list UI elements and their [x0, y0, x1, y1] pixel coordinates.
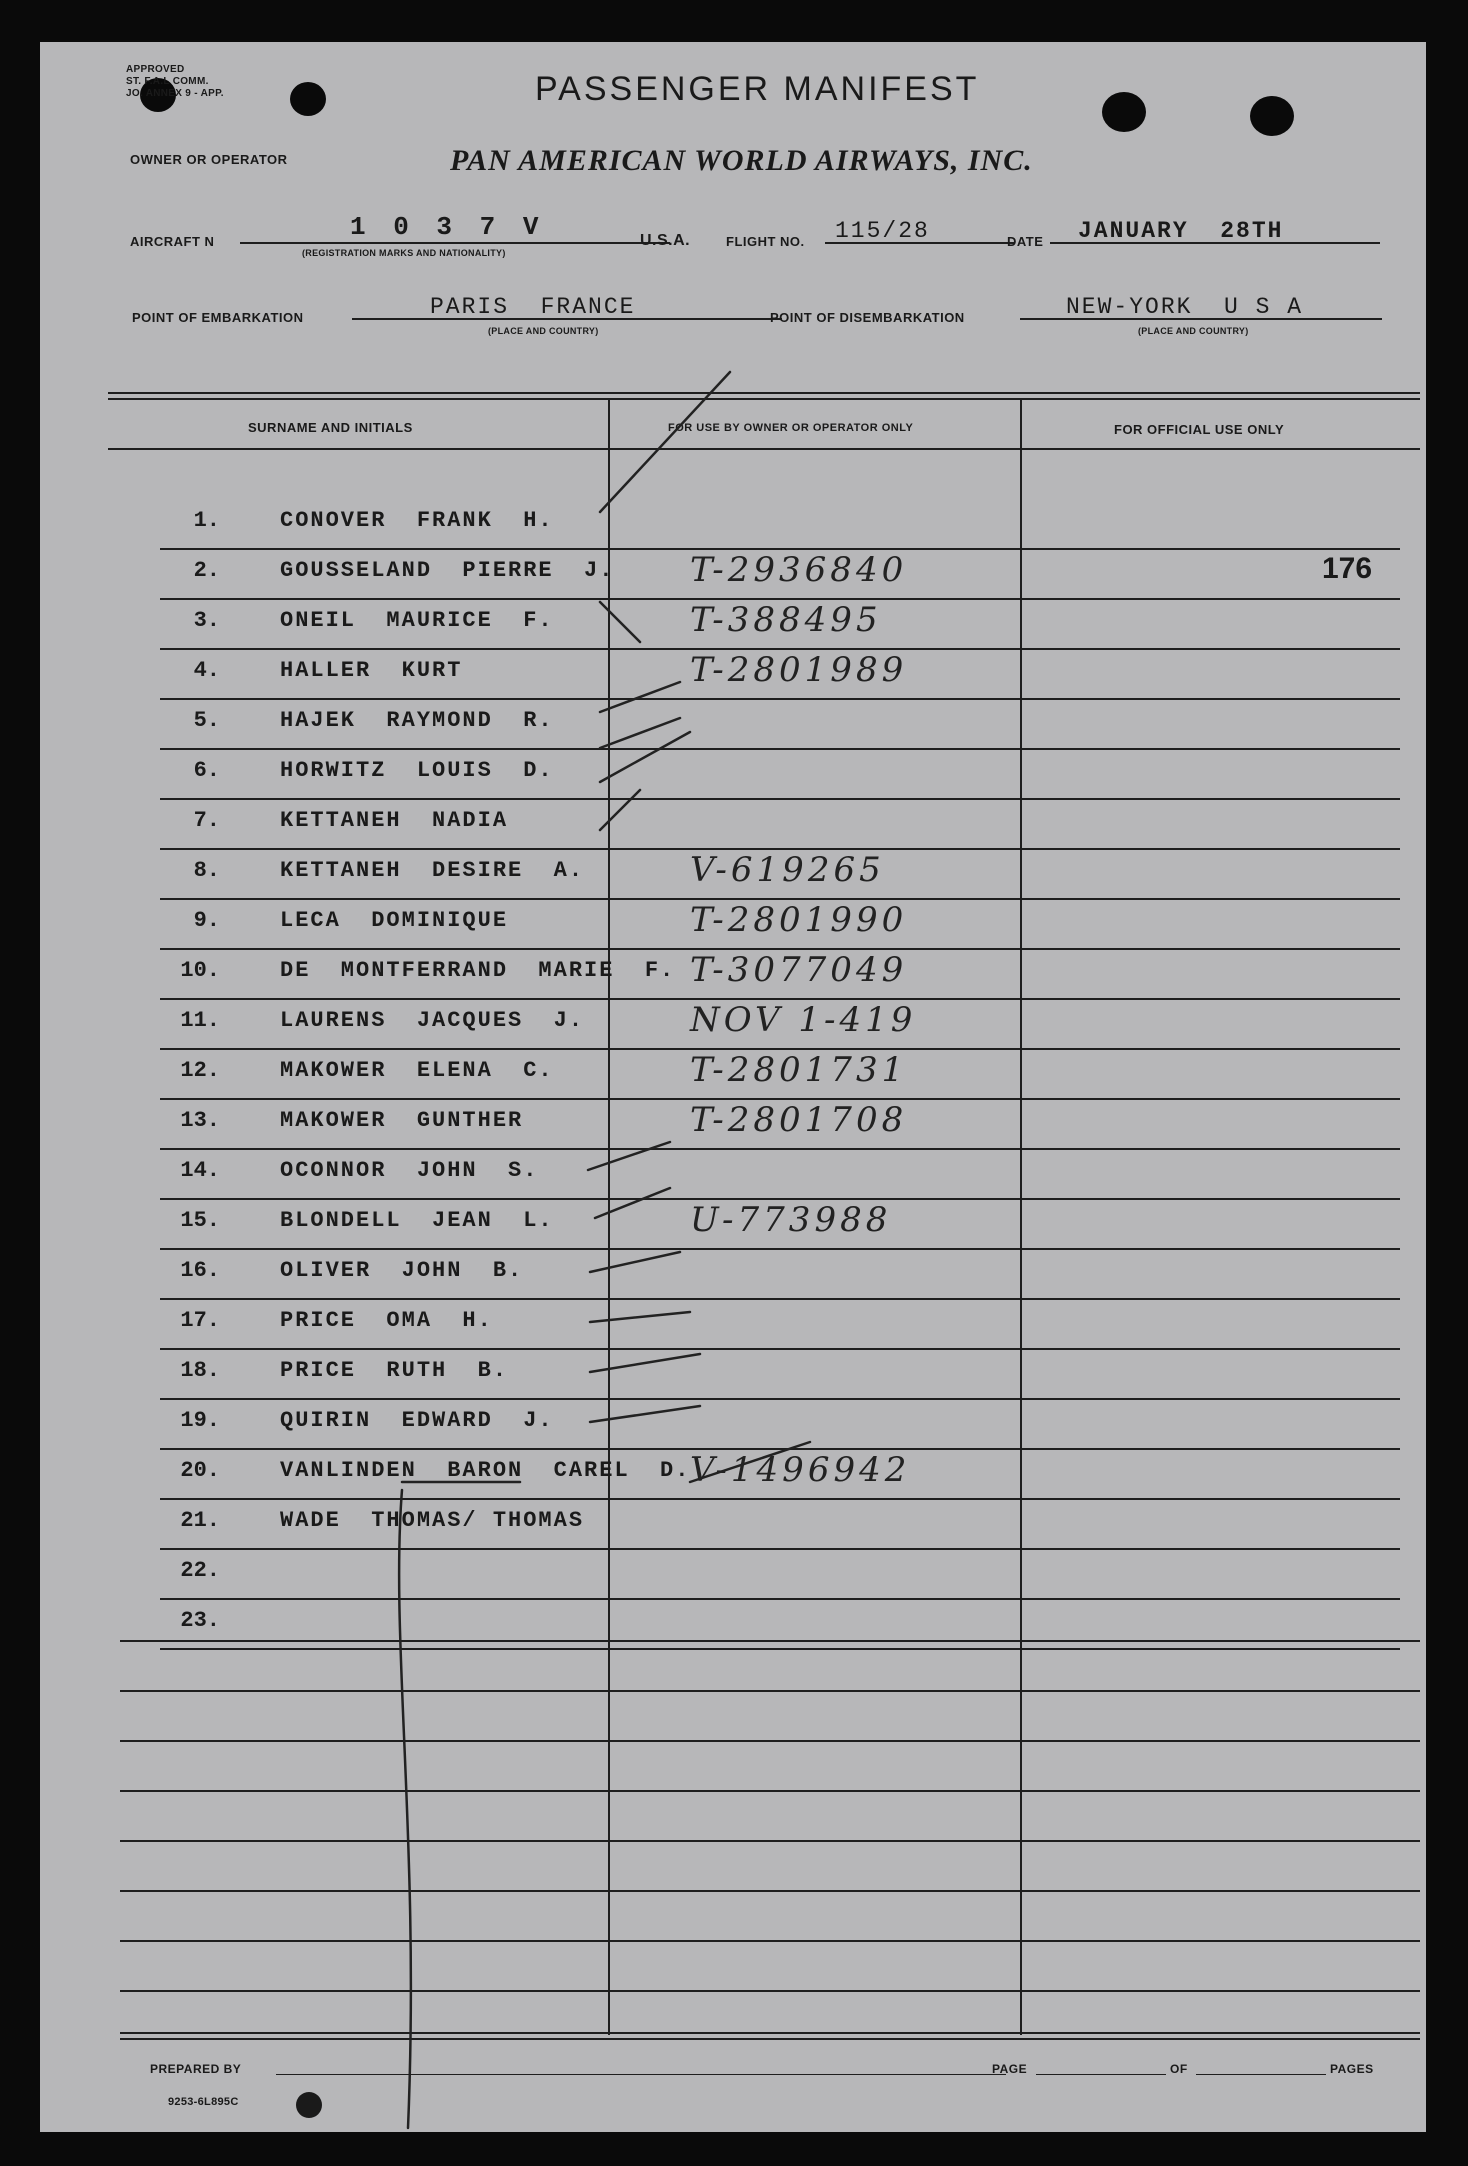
- passenger-row: [160, 650, 1400, 700]
- owner-label: OWNER OR OPERATOR: [130, 152, 288, 167]
- pages-label: PAGES: [1330, 2062, 1374, 2076]
- passenger-name: PRICE OMA H.: [280, 1308, 493, 1333]
- table-top-rule-2: [108, 398, 1420, 400]
- passenger-row: [160, 1250, 1400, 1300]
- passenger-row: [160, 1350, 1400, 1400]
- registration-note: (REGISTRATION MARKS AND NATIONALITY): [302, 248, 506, 258]
- passenger-row: [160, 1550, 1400, 1600]
- punch-hole: [1250, 96, 1294, 136]
- passenger-name: VANLINDEN BARON CAREL D.: [280, 1458, 691, 1483]
- passenger-row: [160, 900, 1400, 950]
- passport-number: T-2801731: [690, 1050, 908, 1090]
- embarkation-label: POINT OF EMBARKATION: [132, 310, 304, 325]
- blank-row-line: [120, 1690, 1420, 1692]
- passenger-name: LAURENS JACQUES J.: [280, 1008, 585, 1033]
- passenger-number: 14.: [180, 1158, 220, 1183]
- passenger-row: [160, 1150, 1400, 1200]
- passenger-row: [160, 1450, 1400, 1500]
- passenger-name: HALLER KURT: [280, 658, 463, 683]
- approval-line-3: JO. ANNEX 9 - APP.: [126, 88, 224, 99]
- passenger-row: [160, 600, 1400, 650]
- date-label: DATE: [1007, 234, 1044, 249]
- passenger-row: [160, 550, 1400, 600]
- passenger-name: LECA DOMINIQUE: [280, 908, 509, 933]
- passenger-name: HORWITZ LOUIS D.: [280, 758, 554, 783]
- table-top-rule: [108, 392, 1420, 394]
- passenger-row: [160, 800, 1400, 850]
- approval-line-1: APPROVED: [126, 64, 185, 75]
- passport-number: T-2801989: [690, 650, 908, 690]
- passenger-number: 18.: [180, 1358, 220, 1383]
- column-header-owner: FOR USE BY OWNER OR OPERATOR ONLY: [668, 422, 914, 434]
- page-label: PAGE: [992, 2062, 1028, 2076]
- flight-value: 115/28: [835, 218, 930, 244]
- passenger-number: 4.: [193, 658, 220, 683]
- passenger-number: 17.: [180, 1308, 220, 1333]
- aircraft-value: 1 0 3 7 V: [350, 212, 545, 242]
- passenger-row: [160, 1600, 1400, 1650]
- form-code: 9253-6L895C: [168, 2096, 239, 2108]
- blank-row-line: [120, 1890, 1420, 1892]
- prepared-by-underline: [276, 2074, 1006, 2075]
- page-underline: [1036, 2074, 1166, 2075]
- passport-number: V-1496942: [690, 1450, 911, 1490]
- punch-hole: [1102, 92, 1146, 132]
- flight-label: FLIGHT NO.: [726, 234, 805, 249]
- form-title: PASSENGER MANIFEST: [535, 70, 980, 108]
- passenger-number: 15.: [180, 1208, 220, 1233]
- passport-number: T-3077049: [690, 950, 908, 990]
- passenger-name: OLIVER JOHN B.: [280, 1258, 524, 1283]
- embarkation-value: PARIS FRANCE: [430, 294, 636, 320]
- passenger-name: HAJEK RAYMOND R.: [280, 708, 554, 733]
- aircraft-underline: [240, 242, 670, 244]
- table-bottom-rule-2: [120, 2038, 1420, 2040]
- passenger-name: BLONDELL JEAN L.: [280, 1208, 554, 1233]
- approval-line-2: ST. F.A.L COMM.: [126, 76, 209, 87]
- passenger-name: ONEIL MAURICE F.: [280, 608, 554, 633]
- passenger-name: GOUSSELAND PIERRE J.: [280, 558, 615, 583]
- passenger-name: DE MONTFERRAND MARIE F.: [280, 958, 676, 983]
- passenger-name: CONOVER FRANK H.: [280, 508, 554, 533]
- union-label-icon: [296, 2092, 322, 2118]
- passenger-row: [160, 1400, 1400, 1450]
- passenger-row: [160, 1300, 1400, 1350]
- passenger-number: 1.: [193, 508, 220, 533]
- column-header-surname: SURNAME AND INITIALS: [248, 420, 413, 435]
- passenger-number: 3.: [193, 608, 220, 633]
- passenger-number: 20.: [180, 1458, 220, 1483]
- passenger-number: 6.: [193, 758, 220, 783]
- manifest-sheet: [40, 42, 1426, 2132]
- aircraft-label: AIRCRAFT N: [130, 234, 215, 249]
- disembarkation-label: POINT OF DISEMBARKATION: [770, 310, 965, 325]
- passenger-number: 12.: [180, 1058, 220, 1083]
- of-label: OF: [1170, 2062, 1188, 2076]
- passenger-row: [160, 1000, 1400, 1050]
- passenger-number: 10.: [180, 958, 220, 983]
- passenger-row: [160, 750, 1400, 800]
- passenger-row: [160, 1200, 1400, 1250]
- passenger-name: MAKOWER GUNTHER: [280, 1108, 524, 1133]
- passenger-name: QUIRIN EDWARD J.: [280, 1408, 554, 1433]
- passenger-name: MAKOWER ELENA C.: [280, 1058, 554, 1083]
- passport-number: T-2801708: [690, 1100, 908, 1140]
- passenger-row: [160, 700, 1400, 750]
- passenger-number: 11.: [180, 1008, 220, 1033]
- passenger-row: [160, 950, 1400, 1000]
- passenger-number: 5.: [193, 708, 220, 733]
- usa-label: U.S.A.: [640, 232, 691, 249]
- blank-row-line: [120, 1640, 1420, 1642]
- passenger-row: [160, 1050, 1400, 1100]
- passenger-number: 8.: [193, 858, 220, 883]
- passenger-number: 23.: [180, 1608, 220, 1633]
- official-number: 176: [1322, 552, 1373, 585]
- passport-number: T-2936840: [690, 550, 908, 590]
- passenger-row: [160, 500, 1400, 550]
- passport-number: T-388495: [690, 600, 882, 640]
- passenger-number: 22.: [180, 1558, 220, 1583]
- embarkation-note: (PLACE AND COUNTRY): [488, 326, 599, 336]
- passenger-number: 9.: [193, 908, 220, 933]
- date-value: JANUARY 28TH: [1078, 218, 1284, 244]
- disembarkation-value: NEW-YORK U S A: [1066, 294, 1304, 320]
- owner-value: PAN AMERICAN WORLD AIRWAYS, INC.: [450, 144, 1033, 177]
- passenger-number: 7.: [193, 808, 220, 833]
- blank-row-line: [120, 1740, 1420, 1742]
- table-bottom-rule: [120, 2032, 1420, 2034]
- passenger-number: 21.: [180, 1508, 220, 1533]
- column-header-official: FOR OFFICIAL USE ONLY: [1114, 422, 1285, 437]
- row-rule: [160, 1648, 1400, 1650]
- passenger-name: OCONNOR JOHN S.: [280, 1158, 539, 1183]
- passport-number: T-2801990: [690, 900, 908, 940]
- passenger-row: [160, 1500, 1400, 1550]
- of-underline: [1196, 2074, 1326, 2075]
- passenger-name: PRICE RUTH B.: [280, 1358, 509, 1383]
- passport-number: V-619265: [690, 850, 885, 890]
- passenger-name: KETTANEH NADIA: [280, 808, 509, 833]
- passenger-row: [160, 850, 1400, 900]
- blank-row-line: [120, 1990, 1420, 1992]
- passenger-number: 13.: [180, 1108, 220, 1133]
- header-bottom-rule: [108, 448, 1420, 450]
- blank-row-line: [120, 1940, 1420, 1942]
- punch-hole: [290, 82, 326, 116]
- disembarkation-note: (PLACE AND COUNTRY): [1138, 326, 1249, 336]
- passenger-number: 16.: [180, 1258, 220, 1283]
- passenger-number: 19.: [180, 1408, 220, 1433]
- passport-number: NOV 1-419: [690, 1000, 917, 1040]
- prepared-by-label: PREPARED BY: [150, 2062, 242, 2076]
- passenger-name: WADE THOMAS/ THOMAS: [280, 1508, 585, 1533]
- passenger-row: [160, 1100, 1400, 1150]
- blank-row-line: [120, 1790, 1420, 1792]
- blank-row-line: [120, 1840, 1420, 1842]
- passport-number: U-773988: [690, 1200, 892, 1240]
- passenger-number: 2.: [193, 558, 220, 583]
- passenger-name: KETTANEH DESIRE A.: [280, 858, 585, 883]
